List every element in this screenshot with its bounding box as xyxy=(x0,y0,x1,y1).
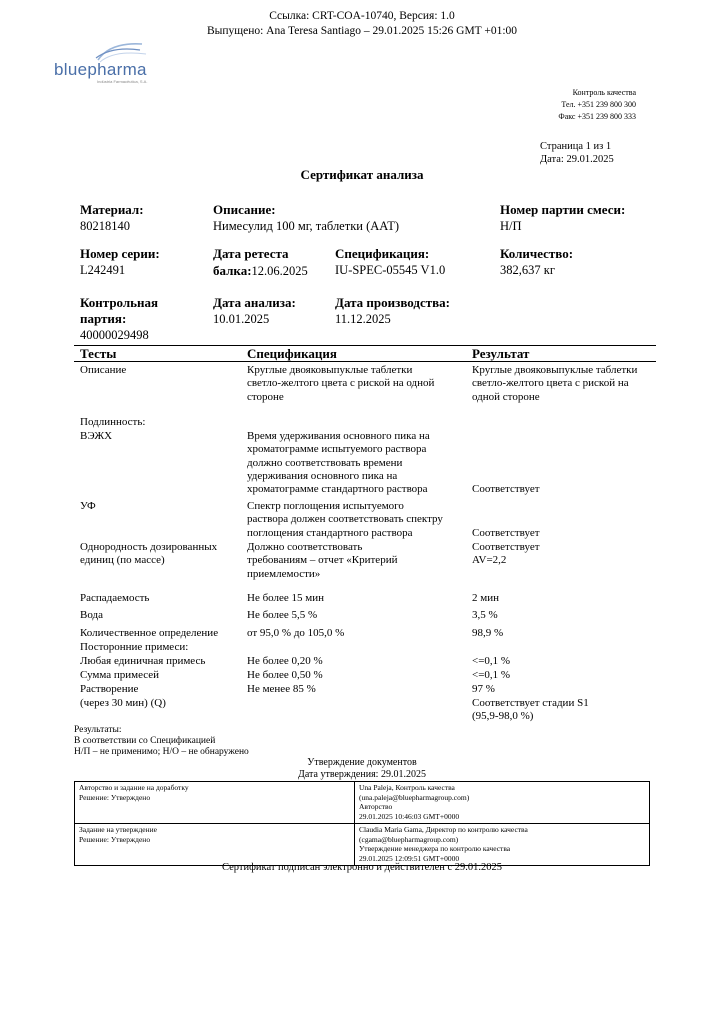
table-row: Посторонние примеси: xyxy=(80,641,189,653)
row-spec: Спектр поглощения испытуемого раствора должен соответствовать спектру поглощения стандартного раствора xyxy=(247,500,443,539)
approval-signer: Una Paleja, Контроль качества (una.paleja@bluepharmagroup.com) Авторство 29.01.2025 10:46:03 GMT+0000 xyxy=(355,782,650,824)
notes-line-1: Результаты: xyxy=(74,725,122,735)
notes-line-3: Н/П – не применимо; Н/О – не обнаружено xyxy=(74,747,249,757)
table-row: УФ xyxy=(80,500,96,512)
document-reference: Ссылка: CRT-COA-10740, Версия: 1.0 xyxy=(269,10,455,22)
approval-date: Дата утверждения: 29.01.2025 xyxy=(298,769,426,780)
production-date-value: 11.12.2025 xyxy=(335,312,391,326)
col-tests-header: Тесты xyxy=(80,346,117,361)
row-result: 97 % xyxy=(472,683,495,695)
row-spec: от 95,0 % до 105,0 % xyxy=(247,627,345,639)
company-logo xyxy=(52,38,192,88)
contact-tel: Тел. +351 239 800 300 xyxy=(561,100,636,109)
quantity-label: Количество: xyxy=(500,246,574,261)
control-batch-value: 40000029498 xyxy=(80,328,149,342)
row-result: Круглые двояковыпуклые таблетки светло-желтого цвета с риской на одной стороне xyxy=(472,364,638,403)
contact-department: Контроль качества xyxy=(572,88,636,97)
row-spec: Не менее 85 % xyxy=(247,683,316,695)
row-result: 2 мин xyxy=(472,592,499,604)
batch-value: L242491 xyxy=(80,263,126,277)
spec-value: IU-SPEC-05545 V1.0 xyxy=(335,263,446,277)
approval-row xyxy=(75,824,650,866)
table-row: Однородность дозированных единиц (по массе) xyxy=(80,541,218,567)
notes-line-2: В соответствии со Спецификацией xyxy=(74,736,216,746)
page-info xyxy=(540,140,614,166)
page-title: Сертификат анализа xyxy=(300,167,424,182)
retest-label-2: балка: xyxy=(213,263,252,278)
row-spec: Время удерживания основного пика на хроматограмме испытуемого раствора должно соответствовать времени удерживания основного пика на хроматограмме стандартного раствора xyxy=(247,430,430,496)
description-value: Нимесулид 100 мг, таблетки (ААТ) xyxy=(213,219,399,233)
row-spec: Не более 0,50 % xyxy=(247,669,323,681)
issued-line: Выпущено: Ana Teresa Santiago – 29.01.2025 15:26 GMT +01:00 xyxy=(206,25,518,37)
row-result: <=0,1 % xyxy=(472,655,511,667)
table-top-rule xyxy=(74,345,656,346)
row-result: Соответствует xyxy=(472,527,540,539)
analysis-date-value: 10.01.2025 xyxy=(213,312,270,326)
table-row: Распадаемость xyxy=(80,592,150,604)
table-header-rule xyxy=(74,361,656,362)
row-spec: Должно соответствовать требованиям – отчет «Критерий приемлемости» xyxy=(247,541,398,580)
approval-title: Утверждение документов xyxy=(307,757,417,768)
approval-signer: Claudia Maria Gama, Директор по контролю качества (cgama@bluepharmagroup.com) Утверждение менеджера по контролю качества 29.01.2025 12:09:51 GMT+0000 xyxy=(355,824,650,866)
spec-label: Спецификация: xyxy=(335,246,430,261)
approval-row xyxy=(75,782,650,824)
retest-value: 12.06.2025 xyxy=(251,264,308,278)
page-date: Дата: 29.01.2025 xyxy=(540,154,614,165)
footer-signature-note: Сертификат подписан электронно и действителен с 29.01.2025 xyxy=(221,862,503,873)
row-result: <=0,1 % xyxy=(472,669,511,681)
col-spec-header: Спецификация xyxy=(247,346,337,361)
logo-wordmark: bluepharma xyxy=(54,60,147,79)
contact-fax: Факс +351 239 800 333 xyxy=(558,112,636,121)
table-row: Сумма примесей xyxy=(80,669,160,681)
table-row: Описание xyxy=(80,364,127,376)
row-spec: Не более 0,20 % xyxy=(247,655,323,667)
batch-label: Номер серии: xyxy=(80,246,160,261)
row-spec: Не более 5,5 % xyxy=(247,609,318,621)
col-result-header: Результат xyxy=(472,346,530,361)
approval-action: Задание на утверждение Решение: Утверждено xyxy=(75,824,355,866)
table-row: Вода xyxy=(80,609,103,621)
material-value: 80218140 xyxy=(80,219,130,233)
material-label: Материал: xyxy=(80,202,144,217)
retest-row xyxy=(213,262,308,280)
row-spec: Не более 15 мин xyxy=(247,592,325,604)
row-result: 98,9 % xyxy=(472,627,504,639)
quantity-value: 382,637 кг xyxy=(500,263,555,277)
logo-subtitle: Indústria Farmacêutica, S.A. xyxy=(97,79,148,84)
table-row: ВЭЖХ xyxy=(80,430,113,442)
control-batch-label-2: партия: xyxy=(80,311,127,326)
approval-table xyxy=(74,781,650,866)
row-result: Соответствует AV=2,2 xyxy=(472,541,540,567)
production-date-label: Дата производства: xyxy=(335,295,450,310)
blend-label: Номер партии смеси: xyxy=(500,202,626,217)
contact-block xyxy=(558,87,636,123)
table-row: (через 30 мин) (Q) xyxy=(80,697,166,709)
table-row: Количественное определение xyxy=(80,627,219,639)
table-row: Любая единичная примесь xyxy=(80,655,206,667)
row-result: Соответствует стадии S1 (95,9-98,0 %) xyxy=(472,697,589,723)
table-row: Подлинность: xyxy=(80,416,146,428)
retest-label: Дата ретеста xyxy=(213,246,289,261)
page-number: Страница 1 из 1 xyxy=(540,141,612,152)
analysis-date-label: Дата анализа: xyxy=(213,295,296,310)
approval-header xyxy=(0,757,724,781)
description-label: Описание: xyxy=(213,202,276,217)
row-result: 3,5 % xyxy=(472,609,498,621)
control-batch-label: Контрольная xyxy=(80,295,159,310)
row-result: Соответствует xyxy=(472,483,540,495)
results-notes xyxy=(74,725,249,758)
table-row: Растворение xyxy=(80,683,139,695)
row-spec: Круглые двояковыпуклые таблетки светло-желтого цвета с риской на одной стороне xyxy=(247,364,435,403)
approval-action: Авторство и задание на доработку Решение: Утверждено xyxy=(75,782,355,824)
blend-value: Н/П xyxy=(500,219,522,233)
